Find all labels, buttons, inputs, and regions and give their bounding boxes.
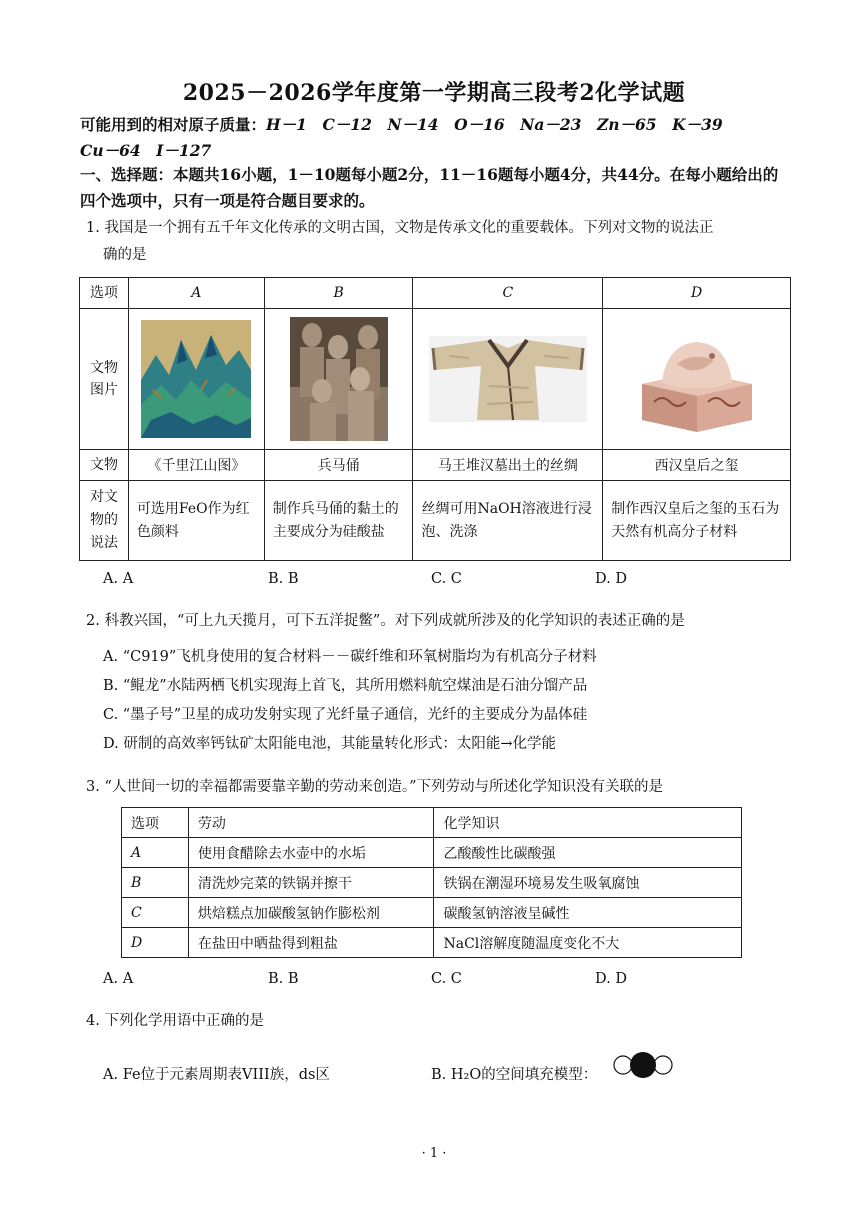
atomic-mass-line2: Cu－64 I－127 — [80, 141, 212, 160]
q3-row-a-labor: 使用食醋除去水壶中的水垢 — [188, 838, 434, 868]
q3-row-b-labor: 清洗炒完菜的铁锅并擦干 — [188, 868, 434, 898]
q1-option-c[interactable]: C. C — [431, 571, 462, 587]
q3-row-d-key: D — [131, 934, 143, 951]
q3-row-b-key: B — [131, 874, 142, 891]
artifact-name-b: 兵马俑 — [264, 450, 413, 481]
pic-row-label: 文物图片 — [80, 309, 129, 450]
q3-header-knowledge: 化学知识 — [434, 808, 742, 838]
exam-title: 2025－2026学年度第一学期高三段考2化学试题 — [182, 80, 686, 106]
table-row — [122, 928, 742, 958]
atomic-mass-prefix: 可能用到的相对原子质量： — [80, 115, 267, 134]
question-4-stem: 4. 下列化学用语中正确的是 — [86, 1013, 264, 1029]
artifact-desc-d: 制作西汉皇后之玺的玉石为天然有机高分子材料 — [603, 481, 791, 561]
question-1-stem — [86, 215, 796, 269]
q3-row-a-knowledge: 乙酸酸性比碳酸强 — [434, 838, 742, 868]
silk-robe-image — [413, 309, 603, 450]
atomic-mass-info — [80, 112, 780, 164]
table-row — [122, 838, 742, 868]
artifact-name-d: 西汉皇后之玺 — [603, 450, 791, 481]
q3-row-c-labor: 烘焙糕点加碳酸氢钠作膨松剂 — [188, 898, 434, 928]
page-number: · 1 · — [421, 1146, 447, 1161]
question-3-stem: 3. “人世间一切的幸福都需要靠辛勤的劳动来创造。”下列劳动与所述化学知识没有关联的是 — [86, 779, 664, 795]
desc-row-label: 对文物的说法 — [80, 481, 129, 561]
table-header-label: 选项 — [80, 278, 129, 309]
col-c-header: C — [413, 278, 603, 309]
question-1-line1: 1. 我国是一个拥有五千年文化传承的文明古国，文物是传承文化的重要载体。下列对文物的说法正 — [86, 220, 714, 236]
question-3-table — [121, 807, 742, 958]
q3-row-d-knowledge: NaCl溶解度随温度变化不大 — [434, 928, 742, 958]
section-heading: 一、选择题：本题共16小题，1－10题每小题2分，11－16题每小题4分，共44分。在每小题给出的四个选项中，只有一项是符合题目要求的。 — [80, 165, 779, 210]
col-a-header: A — [128, 278, 264, 309]
q1-option-b[interactable]: B. B — [268, 571, 299, 587]
q4-choice-a[interactable]: A. Fe位于元素周期表VIII族，ds区 — [103, 1067, 330, 1083]
artifact-desc-b: 制作兵马俑的黏土的主要成分为硅酸盐 — [264, 481, 413, 561]
space-filling-model-icon — [612, 1051, 674, 1079]
atomic-mass-line1: H－1 C－12 N－14 O－16 Na－23 Zn－65 K－39 — [266, 115, 723, 134]
q3-row-a-key: A — [131, 844, 142, 861]
jade-seal-image — [603, 309, 791, 450]
q3-option-d[interactable]: D. D — [595, 971, 627, 987]
question-1-line2: 确的是 — [103, 247, 147, 263]
painting-image — [128, 309, 264, 450]
q3-row-d-labor: 在盐田中晒盐得到粗盐 — [188, 928, 434, 958]
q3-row-b-knowledge: 铁锅在潮湿环境易发生吸氧腐蚀 — [434, 868, 742, 898]
q3-row-c-knowledge: 碳酸氢钠溶液呈碱性 — [434, 898, 742, 928]
q1-option-d[interactable]: D. D — [595, 571, 627, 587]
artifact-name-a: 《千里江山图》 — [128, 450, 264, 481]
col-d-header: D — [603, 278, 791, 309]
q3-option-c[interactable]: C. C — [431, 971, 462, 987]
q2-choice-c[interactable]: C. “墨子号”卫星的成功发射实现了光纤量子通信，光纤的主要成分为晶体硅 — [103, 707, 588, 723]
col-b-header: B — [264, 278, 413, 309]
table-row — [122, 868, 742, 898]
name-row-label: 文物 — [80, 450, 129, 481]
question-2-choices — [103, 643, 597, 759]
q2-choice-b[interactable]: B. “鲲龙”水陆两栖飞机实现海上首飞，其所用燃料航空煤油是石油分馏产品 — [103, 678, 588, 694]
q3-option-a[interactable]: A. A — [103, 971, 134, 987]
terracotta-image — [264, 309, 413, 450]
table-row — [122, 898, 742, 928]
q3-option-b[interactable]: B. B — [268, 971, 299, 987]
question-2-stem: 2. 科教兴国，“可上九天揽月，可下五洋捉鳖”。对下列成就所涉及的化学知识的表述正确的是 — [86, 613, 685, 629]
artifact-desc-a: 可选用FeO作为红色颜料 — [128, 481, 264, 561]
artifact-name-c: 马王堆汉墓出土的丝绸 — [413, 450, 603, 481]
q3-header-labor: 劳动 — [188, 808, 434, 838]
q1-option-a[interactable]: A. A — [103, 571, 134, 587]
q2-choice-d[interactable]: D. 研制的高效率钙钛矿太阳能电池，其能量转化形式：太阳能→化学能 — [103, 736, 556, 752]
question-1-table — [79, 277, 791, 561]
q3-row-c-key: C — [131, 904, 142, 921]
q3-header-option: 选项 — [122, 808, 189, 838]
artifact-desc-c: 丝绸可用NaOH溶液进行浸泡、洗涤 — [413, 481, 603, 561]
q4-choice-b[interactable]: B. H₂O的空间填充模型： — [431, 1067, 598, 1083]
q2-choice-a[interactable]: A. “C919”飞机身使用的复合材料－－碳纤维和环氧树脂均为有机高分子材料 — [103, 649, 597, 665]
